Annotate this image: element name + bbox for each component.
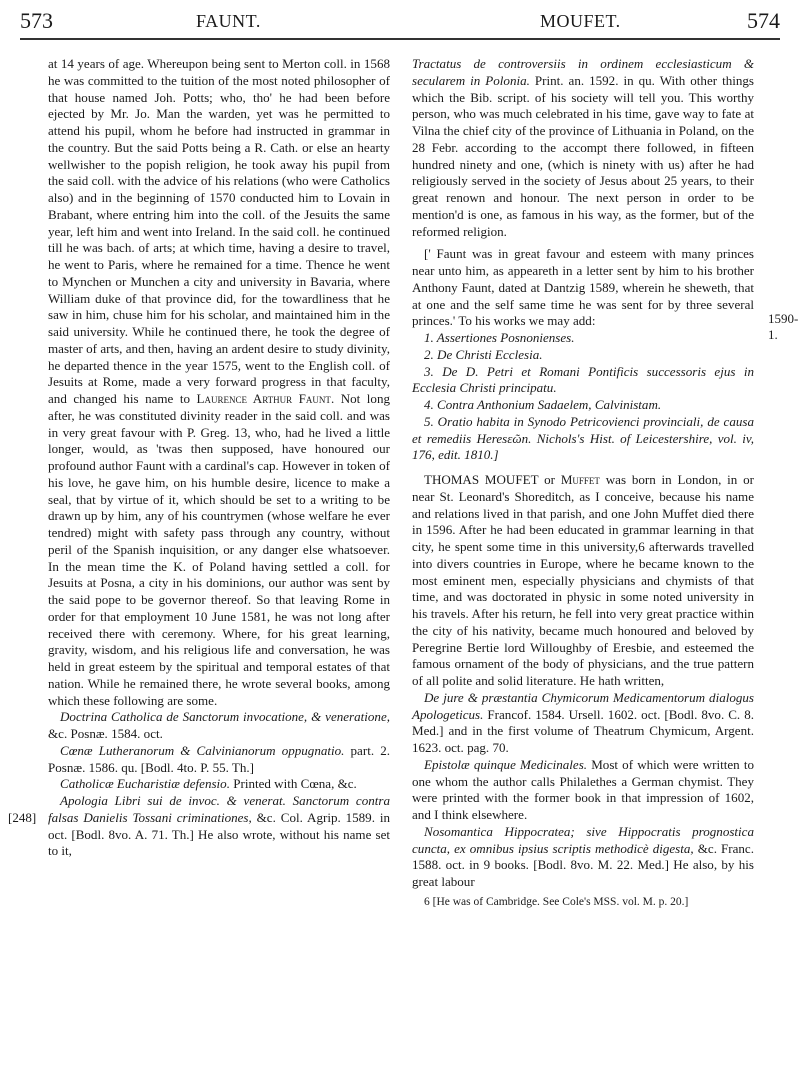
additions-list-item: 3. De D. Petri et Romani Pontificis successoris ejus in Ecclesia Christi principatu. [412, 363, 754, 396]
work-entry: De jure & præstantia Chymicorum Medicamentorum dialogus Apologeticus. Francof. 1584. Ursell. 1602. oct. [Bodl. 8vo. C. 8. Med.] and in the first volume of Theatrum Chymicum, Argent. 1623. oct. pag. 70. [412, 689, 754, 755]
additions-list-item: 5. Oratio habita in Synodo Petricovienci provinciali, de causa et remediis Heresεῶn. Nichols's Hist. of Leicestershire, vol. iv, 176, edit. 1810.] [412, 413, 754, 463]
page-header [0, 0, 800, 40]
work-entry: Epistolæ quinque Medicinales. Most of which were written to one whom the author calls Philalethes a German chymist. They were printed with the former book in that impression of 1602, and I think elsewhere. [412, 756, 754, 822]
page-number-left: 573 [20, 8, 53, 33]
faunt-name: Laurence Arthur Faunt [196, 391, 331, 406]
work-entry: Tractatus de controversiis in ordinem ecclesiasticum & secularem in Polonia. Print. an. 1592. in qu. With other things which the Bib. script. of his society will tell you. This worthy person, who was much celebrated in his time, gave way to fate at Vilna the chief city of the province of Lithuania in Poland, on the 28 Febr. according to the accompt there followed, in fifteen hundred ninety and one, (which is ninety with us) after he had religiously served in the society of Jesus about 25 years, to their great renown and honour. The next person in order to be mention'd is one, as famous in his way, as the former, but of the reformed religion. [412, 56, 754, 239]
moufet-name: THOMAS MOUFET [424, 472, 539, 487]
additions-list-item: 2. De Christi Ecclesia. [424, 346, 543, 362]
running-head-right: MOUFET. [540, 11, 621, 31]
page-number-right: 574 [747, 8, 780, 33]
moufet-biography: THOMAS MOUFET or Muffet was born in London, in or near St. Leonard's Shoreditch, as I conceive, because his name and relations lived in that parish, and one John Muffet died there in 1596. After he had been educated in grammar learning in that city, he spent some time in this university,6 afterwards travelled into divers countries in Europe, where he became known to the most eminent men, especially physicians and chymists of that time, and was doctorated in physic in some noted university in his travels. After his return, he fell into very great practice within the city of his nativity, became much honoured and beloved by Peregrine Bertie lord Willoughby of Eresbie, and esteemed the famous ornament of the body of physicians, and the true pattern of all polite and solid literature. He hath written, [412, 472, 754, 688]
margin-note-left: [248] [8, 810, 37, 825]
work-entry: Apologia Libri sui de invoc. & venerat. Sanctorum contra falsas Danielis Tossani criminationes, &c. Col. Agrip. 1589. in oct. [Bodl. 8vo. A. 71. Th.] He also wrote, without his name set to it, [48, 793, 391, 859]
right-column [412, 56, 754, 909]
margin-note-right: 1590-1. [768, 311, 799, 342]
additions-list-item: 1. Assertiones Posnonienses. [424, 330, 575, 345]
work-entry: Doctrina Catholica de Sanctorum invocatione, & veneratione, &c. Posnæ. 1584. oct. [48, 709, 390, 741]
faunt-biography: at 14 years of age. Whereupon being sent to Merton coll. in 1568 he was committed to the tuition of the most noted philosopher of that house named Joh. Potts; who, tho' he had been before ejected by Mr. Jo. Man the warden, yet was he permitted to attend his pupil, whom he before had instructed in grammar in the country. But the said Potts being a R. Cath. or else an hearty wellwisher to the popish religion, he took away his pupil from the said coll. with the advice of his relations (who were Catholics also) and in the beginning of 1570 conducted him to Lovain in Brabant, where entring him into the coll. of the Jesuits the same year, left him and went into Ireland. In the said coll. he continued till he was bach. of arts; at which time, having a desire to travel, he went to Paris, where he remained for a time. Thence he went to Mynchen or Munchen a city and university in Bavaria, where William duke of that province did, for the towardliness that he saw in him, chuse him for his scholar, and maintained him in the said university. While he continued there, he took the degree of master of arts, and then, having an ardent desire to study divinity, he departed thence in the year 1575, went to the English coll. of Jesuits at Rome, made a very forward progress in that faculty, and changed his name to Laurence Arthur Faunt. Not long after, he was constituted divinity reader in the said coll. and was in very great favour with P. Greg. 13, who, had he lived a little longer, would, as 'twas then supposed, have honoured our profound author Faunt with a cardinal's cap. However in token of his love, he gave him, on his humble desire, licence to make a seal, that by virtue of it, which should be set to a writing to be drawn up by him, any of his countrymen (whose welfare he ever tendred) might with safety pass through any country, without peril of the Spanish inquisition, or any danger else whatsoever. In the mean time the K. of Poland having settled a coll. for Jesuits at Posna, a city in his dominions, our author was sent by the said pope to be governor thereof. So that leaving Rome in order for that employment 10 June 1581, he was not long after received there with ceremony. Where, for his great learning, gravity, wisdom, and his religious life and conversation, he was held in great esteem by the spiritual and temporal estates of that nation. While he remained there, he wrote several books, among which these following are some. [48, 56, 390, 708]
work-entry: Nosomantica Hippocratea; sive Hippocratis prognostica cuncta, ex omnibus ipsius scriptis methodicè digesta, &c. Franc. 1588. oct. in 9 books. [Bodl. 8vo. M. 22. Med.] He also, by his great labour [412, 823, 754, 889]
additions-note: [' Faunt was in great favour and esteem with many princes near unto him, as appeareth in a letter sent by him to his brother Anthony Faunt, dated at Dantzig 1589, wherein he sheweth, that at one and the self same time he was sent for by three several princes.' To his works we may add: [412, 246, 754, 329]
footnote: 6 [He was of Cambridge. See Cole's MSS. vol. M. p. 20.] [424, 895, 689, 908]
work-entry: Cœnæ Lutheranorum & Calvinianorum oppugnatio. part. 2. Posnæ. 1586. qu. [Bodl. 4to. P. 55. Th.] [48, 742, 391, 775]
header-rule [20, 38, 780, 40]
work-entry: Catholicæ Eucharistiæ defensio. Printed with Cœna, &c. [60, 776, 357, 792]
left-column [48, 56, 390, 860]
additions-list-item: 4. Contra Anthonium Sadaelem, Calvinistam. [424, 397, 662, 412]
running-head-left: FAUNT. [196, 11, 261, 31]
